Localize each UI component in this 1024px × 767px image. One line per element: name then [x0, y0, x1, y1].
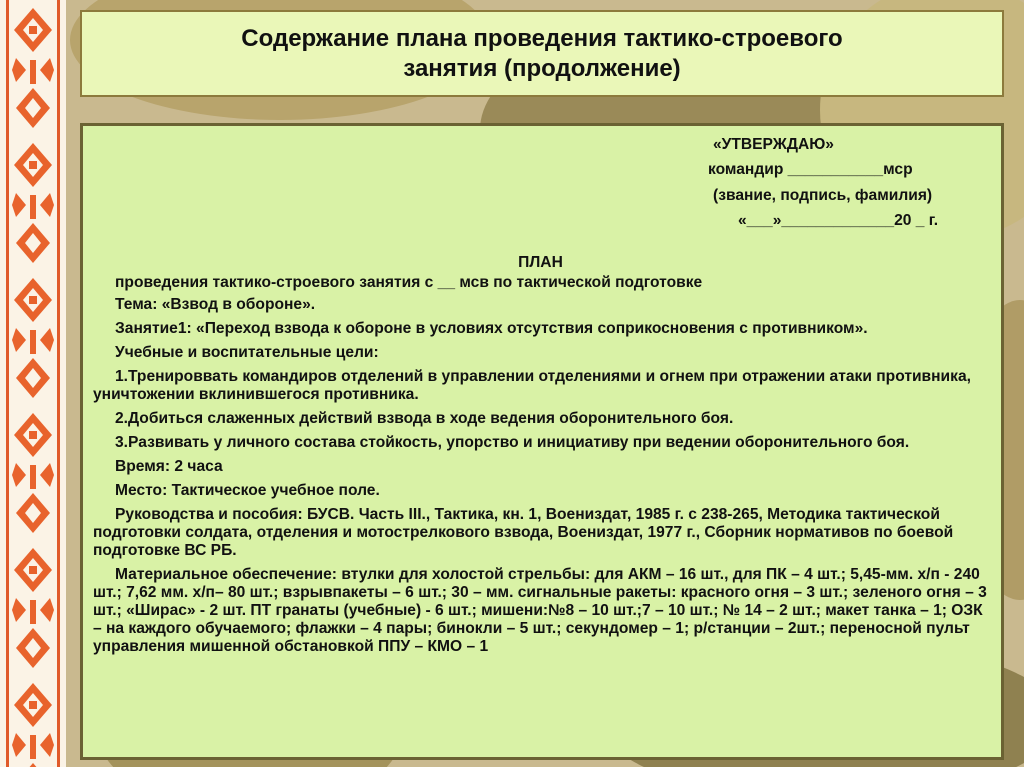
approval-date-line: «___»_____________20 _ г.	[738, 212, 939, 229]
plan-subheading: проведения тактико-строевого занятия с __ мсв по тактической подготовке	[115, 274, 703, 291]
plan-paragraph: Место: Тактическое учебное поле.	[115, 482, 380, 499]
plan-paragraph: Материальное обеспечение: втулки для холостой стрельбы: для АКМ – 16 шт., для ПК – 4 шт.; 5,45-мм. х/п - 240 шт.; 7,62 мм. х/п– 80 шт.; взрывпакеты – 6 шт.; 30 – мм. сигнальные ракеты: красного огня – 3 шт.; зеленого огня – 3 шт.; «Ширас» - 2 шт. ПТ гранаты (учебные) - 6 шт.; мишени:№8 – 10 шт.;7 – 10 шт.; № 14 – 2 шт.; макет танка – 1; ОЗК – на каждого обучаемого; флажки – 4 пары; бинокли – 5 шт.; секундомер – 1; р/станции – 2шт.; переносной пульт управления мишенной обстановкой ППУ – КМО – 1	[93, 566, 987, 655]
plan-paragraph: 2.Добиться слаженных действий взвода в ходе ведения оборонительного боя.	[115, 410, 734, 427]
approval-heading: «УТВЕРЖДАЮ»	[713, 136, 834, 153]
plan-document	[93, 134, 988, 662]
folk-ornament-band	[0, 0, 66, 767]
approval-commander-line: командир ___________мср	[708, 161, 913, 178]
title-panel	[80, 10, 1004, 97]
plan-document-panel	[80, 123, 1004, 760]
approval-block	[93, 134, 988, 234]
plan-heading: ПЛАН	[518, 254, 563, 271]
plan-paragraph: Тема: «Взвод в обороне».	[115, 296, 316, 313]
plan-paragraph: Руководства и пособия: БУСВ. Часть III., Тактика, кн. 1, Воениздат, 1985 г. с 238-265, Методика тактической подготовки солдата, отделения и мотострелкового взвода, Воениздат, 1977 г., Сборник нормативов по боевой подготовке ВС РБ.	[93, 506, 954, 559]
plan-paragraph: Учебные и воспитательные цели:	[115, 344, 379, 361]
plan-paragraph: Время: 2 часа	[115, 458, 223, 475]
approval-signature-hint: (звание, подпись, фамилия)	[713, 187, 933, 204]
plan-paragraph: Занятие1: «Переход взвода к обороне в условиях отсутствия соприкосновения с противником».	[115, 320, 868, 337]
plan-paragraph: 3.Развивать у личного состава стойкость, упорство и инициативу при ведении оборонительного боя.	[115, 434, 910, 451]
plan-paragraph: 1.Тренироввать командиров отделений в управлении отделениями и огнем при отражении атаки противника, уничтожении вклинившегося противника.	[93, 368, 971, 403]
slide-title: Содержание плана проведения тактико-строевого занятия (продолжение)	[241, 24, 843, 82]
